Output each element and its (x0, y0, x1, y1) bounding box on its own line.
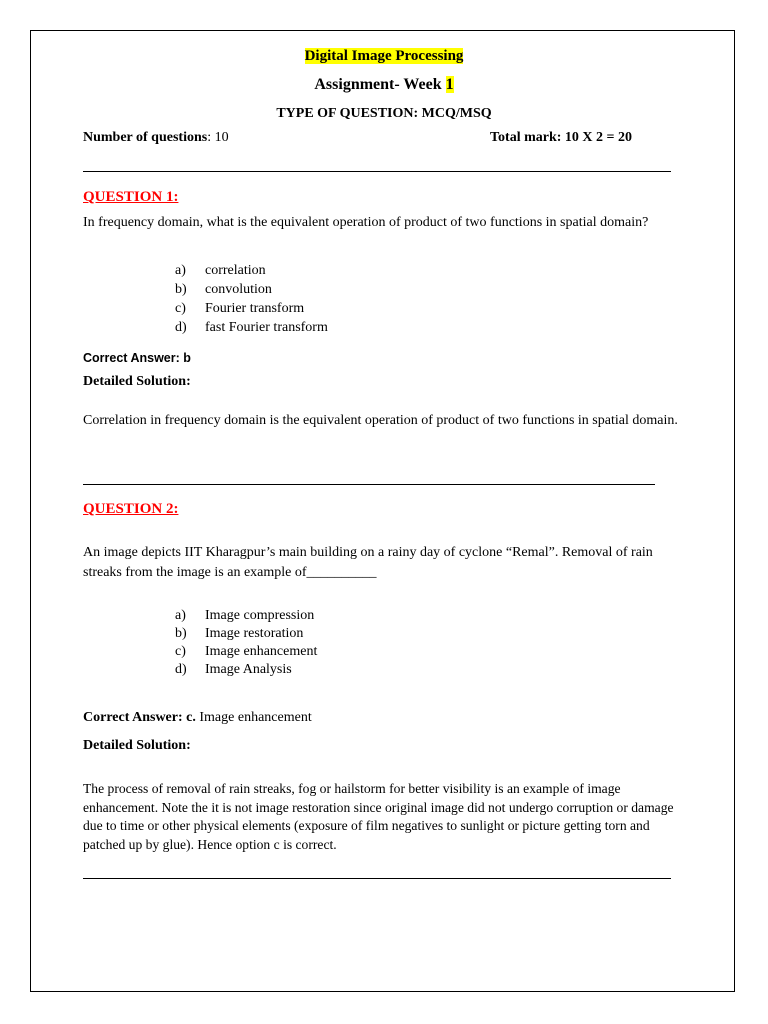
question-2-text: An image depicts IIT Kharagpur’s main building on a rainy day of cyclone “Remal”. Removal of rain streaks from the image is an example of__________ (83, 545, 653, 580)
divider (83, 484, 655, 485)
course-title (0, 48, 768, 65)
question-2-option-b: b) Image restoration (175, 626, 304, 641)
assignment-prefix: Assignment- Week (314, 76, 446, 93)
course-title-text: Digital Image Processing (304, 48, 464, 64)
question-1-correct-answer: Correct Answer: b (83, 351, 191, 365)
question-2-option-a: a) Image compression (175, 608, 315, 623)
correct-answer-value: Image enhancement (195, 710, 312, 725)
number-of-questions (83, 130, 229, 146)
correct-answer-label: Correct Answer: c. (83, 710, 196, 725)
divider (83, 878, 671, 879)
num-questions-value: : 10 (207, 130, 229, 145)
question-1-option-a: a) correlation (175, 263, 266, 278)
divider (83, 171, 671, 172)
question-2-option-c: c) Image enhancement (175, 644, 318, 659)
question-2-correct-answer (83, 710, 312, 726)
num-questions-label: Number of questions (83, 130, 208, 145)
question-1-solution: Correlation in frequency domain is the equivalent operation of product of two functions in spatial domain. (83, 413, 678, 428)
assignment-title (0, 76, 768, 94)
question-type: TYPE OF QUESTION: MCQ/MSQ (276, 106, 492, 121)
week-number: 1 (445, 76, 454, 93)
total-mark: Total mark: 10 X 2 = 20 (490, 130, 633, 145)
question-2-option-d: d) Image Analysis (175, 662, 292, 677)
question-1-solution-label: Detailed Solution: (83, 374, 191, 389)
question-2-heading: QUESTION 2: (83, 501, 179, 517)
question-2-solution: The process of removal of rain streaks, fog or hailstorm for better visibility is an example of image enhancement. Note the it is not image restoration since original image did not undergo corruption or damage due to time or other physical elements (exposure of film negatives to sunlight or picture getting torn and patched up by glue). Hence option c is correct. (83, 781, 674, 852)
question-2-solution-label: Detailed Solution: (83, 738, 191, 753)
question-1-option-d: d) fast Fourier transform (175, 320, 328, 335)
question-1-heading: QUESTION 1: (83, 189, 179, 205)
question-1-text: In frequency domain, what is the equivalent operation of product of two functions in spatial domain? (83, 215, 649, 230)
question-1-option-c: c) Fourier transform (175, 301, 305, 316)
question-1-option-b: b) convolution (175, 282, 272, 297)
